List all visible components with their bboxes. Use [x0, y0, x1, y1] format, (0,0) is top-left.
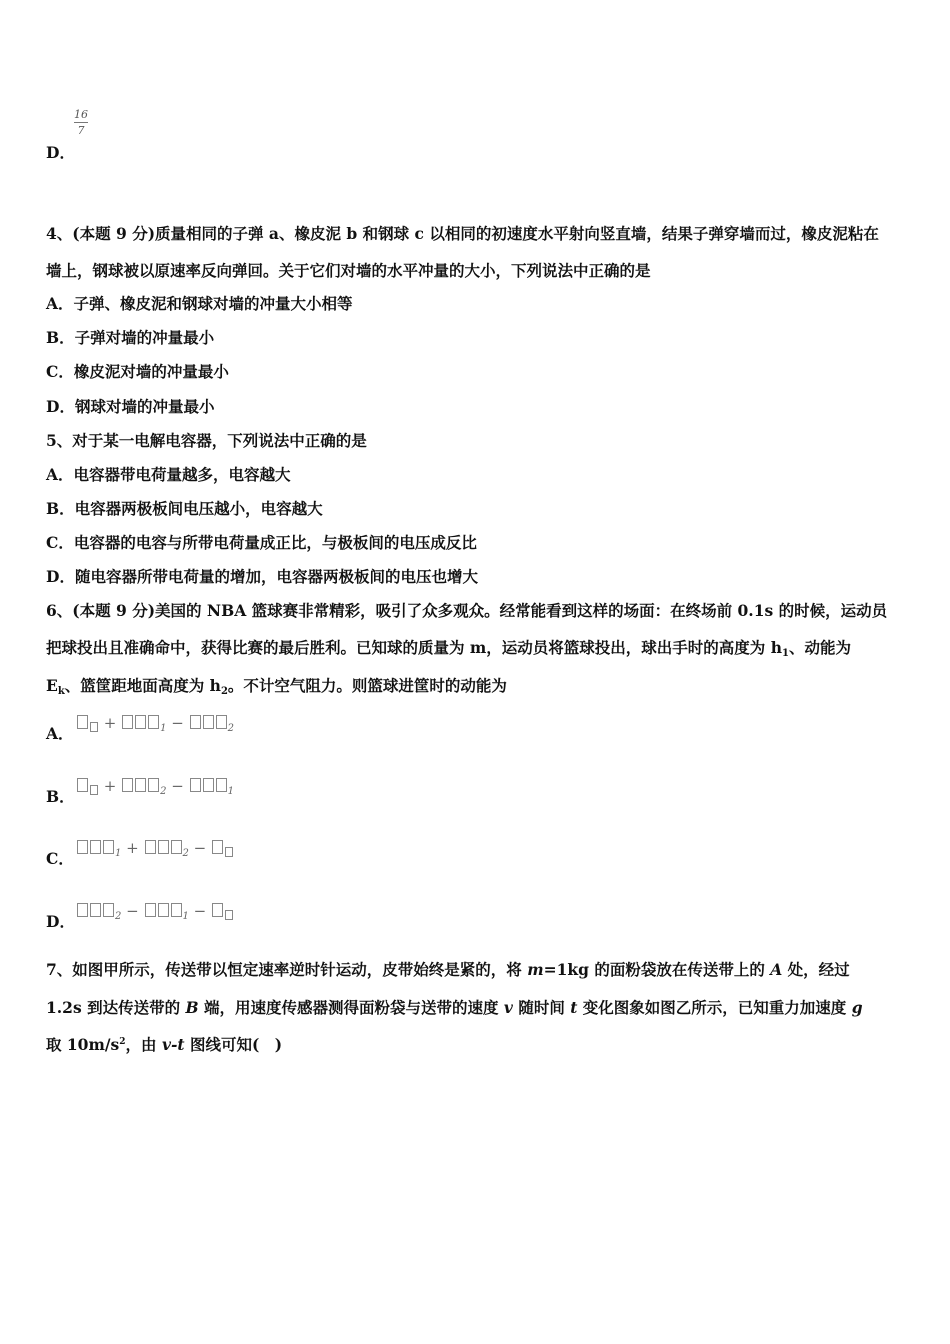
subscript: 2 — [227, 723, 235, 734]
q4-option-d-text: 钢球对墙的冲量最小 — [74, 397, 215, 416]
missing-glyph-icon — [135, 778, 146, 792]
q6-stem-line3 — [46, 674, 507, 697]
missing-glyph-icon — [148, 715, 159, 729]
missing-glyph-icon — [148, 778, 159, 792]
q4-option-a-text: 子弹、橡皮泥和钢球对墙的冲量大小相等 — [73, 294, 353, 313]
prev-option-d-label: D． — [46, 143, 75, 162]
q7-var-t: t — [570, 998, 578, 1017]
missing-glyph-icon — [77, 715, 88, 729]
q7-var-a: A — [770, 960, 783, 979]
missing-glyph-icon — [145, 840, 156, 854]
q5-option-b-label: B． — [46, 499, 75, 518]
q6-option-a-formula — [76, 714, 234, 734]
q5-option-a-text: 电容器带电荷量越多，电容越大 — [73, 465, 291, 484]
q6-line3-e: E — [46, 676, 58, 695]
q6-line3-end: 。不计空气阻力。则篮球进筐时的动能为 — [227, 676, 507, 695]
q7-stem-line2 — [46, 996, 863, 1018]
missing-glyph-icon — [90, 903, 101, 917]
minus-sign: − — [126, 902, 139, 920]
fraction-numerator: 16 — [74, 108, 88, 121]
q4-option-c-text: 橡皮泥对墙的冲量最小 — [73, 362, 229, 381]
q7-text: 图线可知( ) — [184, 1035, 283, 1054]
missing-glyph-icon — [158, 903, 169, 917]
missing-glyph-icon — [190, 715, 201, 729]
q7-superscript: 2 — [119, 1037, 126, 1047]
missing-glyph-icon — [89, 786, 99, 797]
missing-glyph-icon — [203, 778, 214, 792]
missing-glyph-icon — [216, 778, 227, 792]
q4-option-d[interactable] — [46, 395, 214, 417]
q7-text: 随时间 — [512, 998, 571, 1017]
missing-glyph-icon — [171, 840, 182, 854]
q4-option-c[interactable] — [46, 360, 229, 382]
q7-text: =1kg 的面粉袋放在传送带上的 — [543, 960, 771, 979]
q5-option-c[interactable] — [46, 531, 477, 553]
q4-option-b-label: B． — [46, 328, 75, 347]
q4-stem-line2: 墙上，钢球被以原速率反向弹回。关于它们对墙的水平冲量的大小，下列说法中正确的是 — [46, 261, 651, 280]
q6-option-d-label[interactable]: D． — [46, 912, 75, 931]
q5-option-a-label: A． — [46, 465, 74, 484]
q7-var-g: g — [851, 998, 863, 1017]
q6-line2-sub: 1 — [781, 648, 789, 659]
missing-glyph-icon — [90, 840, 101, 854]
q6-option-d-formula — [76, 902, 234, 922]
fraction-bar — [74, 122, 88, 123]
q5-stem-line1: 5、对于某一电解电容器，下列说法中正确的是 — [46, 431, 367, 450]
q6-stem-line2 — [46, 636, 851, 659]
missing-glyph-icon — [171, 903, 182, 917]
q6-option-a-label[interactable]: A． — [46, 724, 74, 743]
q7-text: 7、如图甲所示，传送带以恒定速率逆时针运动，皮带始终是紧的，将 — [46, 960, 528, 979]
subscript: 1 — [182, 911, 189, 922]
q4-option-b[interactable] — [46, 326, 214, 348]
missing-glyph-icon — [135, 715, 146, 729]
missing-glyph-icon — [103, 840, 114, 854]
missing-glyph-icon — [224, 848, 234, 859]
minus-sign: − — [171, 777, 184, 795]
missing-glyph-icon — [216, 715, 227, 729]
fraction-denominator: 7 — [77, 124, 85, 137]
missing-glyph-icon — [145, 903, 156, 917]
missing-glyph-icon — [122, 715, 133, 729]
q5-option-d-label: D． — [46, 567, 75, 586]
subscript: 2 — [115, 911, 122, 922]
q5-option-c-label: C． — [46, 533, 74, 552]
q6-stem-line1: 6、(本题 9 分)美国的 NBA 篮球赛非常精彩，吸引了众多观众。经常能看到这样的场面：在终场前 0.1s 的时候，运动员 — [46, 601, 888, 620]
missing-glyph-icon — [103, 903, 114, 917]
fraction-sixteen-sevenths — [74, 108, 88, 137]
missing-glyph-icon — [77, 903, 88, 917]
q7-text: 端，用速度传感器测得面粉袋与送带的速度 — [198, 998, 504, 1017]
missing-glyph-icon — [190, 778, 201, 792]
q4-option-a[interactable] — [46, 292, 353, 314]
q7-var-m: m — [527, 960, 544, 979]
q5-option-c-text: 电容器的电容与所带电荷量成正比，与极板间的电压成反比 — [73, 533, 477, 552]
q7-text: 变化图象如图乙所示，已知重力加速度 — [577, 998, 852, 1017]
q5-option-d[interactable] — [46, 565, 478, 587]
minus-sign: − — [171, 714, 184, 732]
q7-var-b: B — [185, 998, 199, 1017]
subscript: 1 — [160, 723, 167, 734]
q6-line2-text: 把球投出且准确命中，获得比赛的最后胜利。已知球的质量为 m，运动员将篮球投出，球出手时的高度为 h — [46, 638, 782, 657]
q7-stem-line1 — [46, 958, 850, 980]
missing-glyph-icon — [158, 840, 169, 854]
minus-sign: − — [193, 839, 207, 857]
q4-option-c-label: C． — [46, 362, 74, 381]
subscript: 2 — [182, 848, 189, 859]
q6-line3-sub-2: 2 — [220, 686, 228, 697]
q7-var-vt: v-t — [161, 1035, 185, 1054]
missing-glyph-icon — [77, 778, 88, 792]
subscript: 1 — [227, 786, 235, 797]
q5-option-d-text: 随电容器所带电荷量的增加，电容器两极板间的电压也增大 — [74, 567, 478, 586]
q6-line3-sub-k: k — [57, 686, 65, 697]
missing-glyph-icon — [122, 778, 133, 792]
minus-sign: − — [193, 902, 207, 920]
q4-option-d-label: D． — [46, 397, 75, 416]
q7-text: 1.2s 到达传送带的 — [46, 998, 186, 1017]
missing-glyph-icon — [77, 840, 88, 854]
q6-option-c-formula — [76, 839, 234, 859]
q5-option-a[interactable] — [46, 463, 291, 485]
missing-glyph-icon — [224, 911, 234, 922]
q6-option-c-label[interactable]: C． — [46, 849, 74, 868]
q4-option-a-label: A． — [46, 294, 74, 313]
missing-glyph-icon — [212, 840, 223, 854]
subscript: 1 — [115, 848, 122, 859]
q6-option-b-label[interactable]: B． — [46, 787, 75, 806]
q7-text: 取 10m/s — [46, 1035, 120, 1054]
q6-line3-mid: 、篮筐距地面高度为 h — [64, 676, 221, 695]
plus-sign: + — [103, 714, 117, 732]
missing-glyph-icon — [212, 903, 223, 917]
missing-glyph-icon — [203, 715, 214, 729]
q5-option-b[interactable] — [46, 497, 323, 519]
missing-glyph-icon — [89, 723, 99, 734]
q4-stem-line1: 4、(本题 9 分)质量相同的子弹 a、橡皮泥 b 和钢球 c 以相同的初速度水平射向竖直墙，结果子弹穿墙而过，橡皮泥粘在 — [46, 224, 879, 243]
q7-var-v: v — [503, 998, 513, 1017]
subscript: 2 — [160, 786, 167, 797]
q7-stem-line3 — [46, 1033, 282, 1055]
q7-text: 处，经过 — [782, 960, 850, 979]
q7-text: ，由 — [125, 1035, 162, 1054]
q6-option-b-formula — [76, 777, 234, 797]
plus-sign: + — [126, 839, 139, 857]
q4-option-b-text: 子弹对墙的冲量最小 — [74, 328, 215, 347]
q5-option-b-text: 电容器两极板间电压越小，电容越大 — [74, 499, 323, 518]
plus-sign: + — [103, 777, 117, 795]
q6-line2-end: 、动能为 — [788, 638, 851, 657]
